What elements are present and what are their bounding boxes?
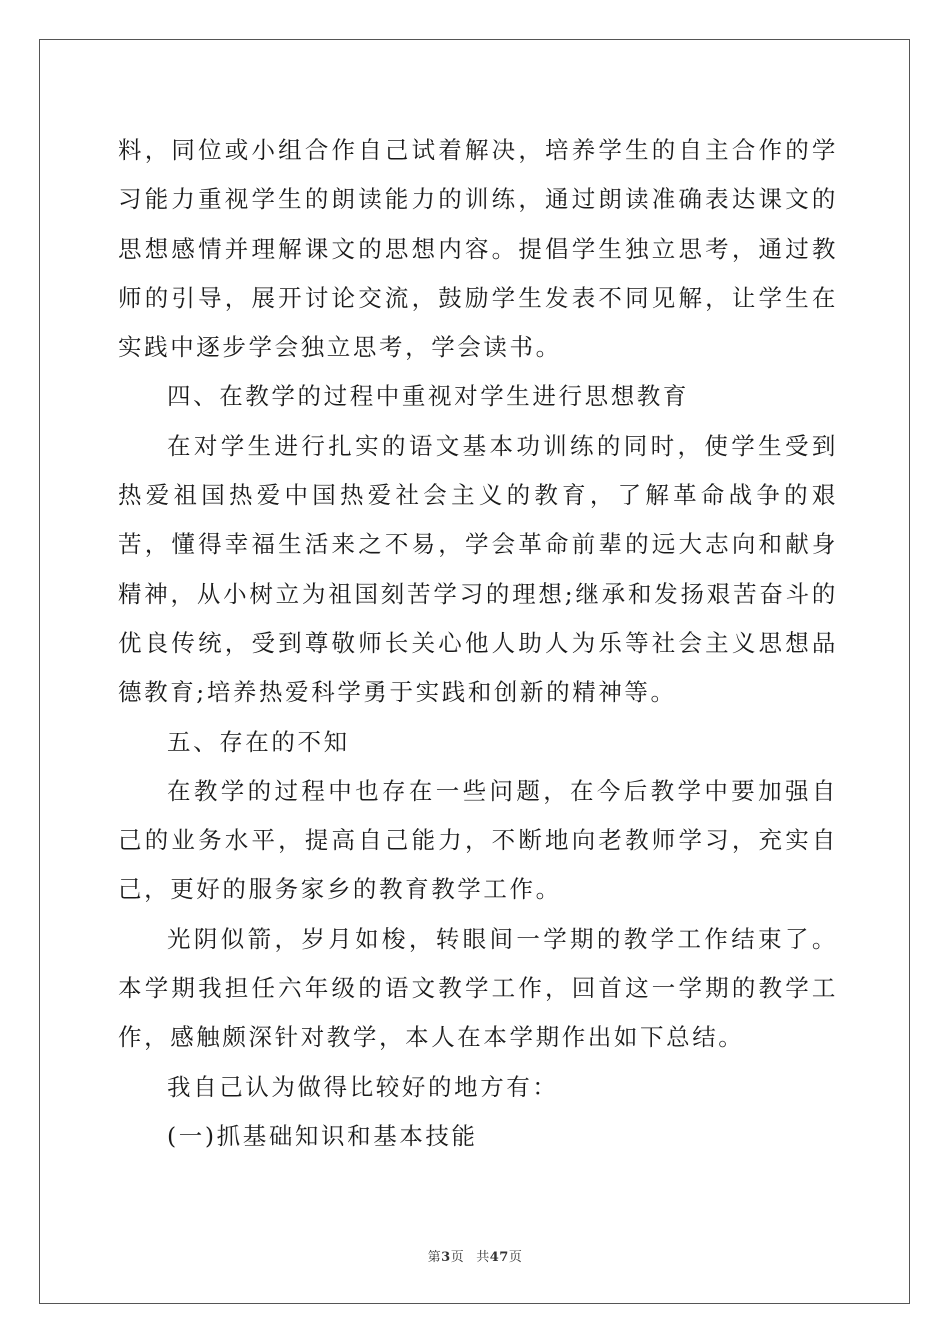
paragraph: 我自己认为做得比较好的地方有： bbox=[167, 1072, 559, 1101]
section-heading: 五、存在的不知 bbox=[167, 727, 350, 756]
paragraph: 在教学的过程中也存在一些问题，在今后教学中要加强自己的业务水平，提高自己能力，不断地向老教师学习，充实自己，更好的服务家乡的教育教学工作。 bbox=[118, 776, 838, 904]
paragraph: 在对学生进行扎实的语文基本功训练的同时，使学生受到热爱祖国热爱中国热爱社会主义的教育，了解革命战争的艰苦，懂得幸福生活来之不易，学会革命前辈的远大志向和献身精神，从小树立为祖国刻苦学习的理想;继承和发扬艰苦奋斗的优良传统，受到尊敬师长关心他人助人为乐等社会主义思想品德教育;培养热爱科学勇于实践和创新的精神等。 bbox=[118, 431, 838, 707]
section-heading: 四、在教学的过程中重视对学生进行思想教育 bbox=[167, 382, 689, 411]
subsection-heading: (一)抓基础知识和基本技能 bbox=[167, 1121, 478, 1150]
page-suffix: 页 bbox=[450, 1250, 465, 1265]
page-footer bbox=[0, 1246, 950, 1265]
document-body bbox=[118, 126, 838, 1161]
paragraph: 光阴似箭，岁月如梭，转眼间一学期的教学工作结束了。本学期我担任六年级的语文教学工作，回首这一学期的教学工作，感触颇深针对教学，本人在本学期作出如下总结。 bbox=[118, 924, 838, 1052]
total-prefix: 共 bbox=[476, 1250, 490, 1265]
page-prefix: 第 bbox=[427, 1250, 442, 1265]
total-pages: 47 bbox=[489, 1250, 509, 1265]
paragraph: 料，同位或小组合作自己试着解决，培养学生的自主合作的学习能力重视学生的朗读能力的训练，通过朗读准确表达课文的思想感情并理解课文的思想内容。提倡学生独立思考，通过教师的引导，展开讨论交流，鼓励学生发表不同见解，让学生在实践中逐步学会独立思考，学会读书。 bbox=[118, 136, 838, 362]
page-number: 3 bbox=[441, 1250, 451, 1265]
total-suffix: 页 bbox=[508, 1250, 523, 1265]
